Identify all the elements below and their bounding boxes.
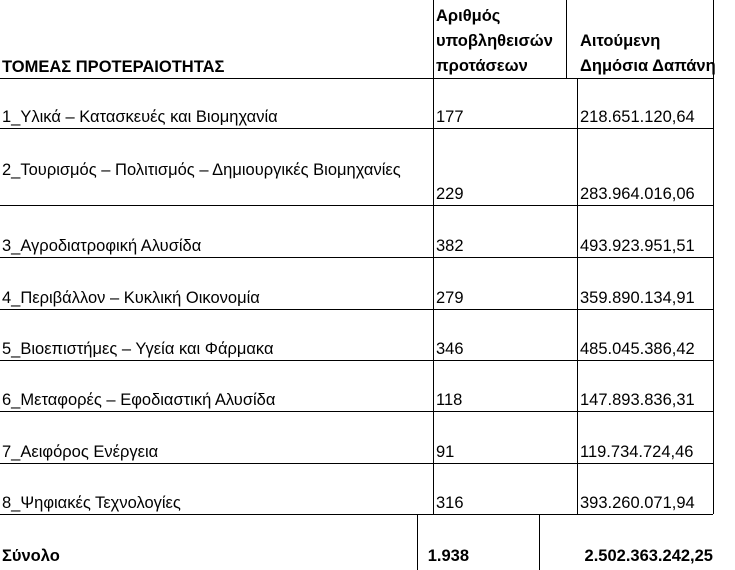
row-sector: 1_Υλικά – Κατασκευές και Βιομηχανία [2, 108, 278, 126]
row-cost: 485.045.386,42 [580, 340, 695, 358]
row-count: 316 [436, 494, 464, 512]
row-sector: 4_Περιβάλλον – Κυκλική Οικονομία [2, 289, 260, 307]
row-sector: 5_Βιοεπιστήμες – Υγεία και Φάρμακα [2, 340, 274, 358]
row-count: 382 [436, 237, 464, 255]
row-count: 91 [436, 443, 455, 461]
grid-line [539, 514, 540, 570]
grid-line [0, 309, 713, 310]
total-cost: 2.502.363.242,25 [584, 547, 713, 565]
header-count-line-1: Αριθμός [436, 7, 501, 25]
row-sector: 2_Τουρισμός – Πολιτισμός – Δημιουργικές Βιομηχανίες [2, 161, 401, 179]
grid-line [0, 463, 713, 464]
row-cost: 119.734.724,46 [580, 443, 694, 461]
row-cost: 359.890.134,91 [580, 289, 695, 307]
row-cost: 393.260.071,94 [580, 494, 695, 512]
row-cost: 218.651.120,64 [580, 108, 695, 126]
grid-line [0, 411, 713, 412]
row-cost: 147.893.836,31 [580, 391, 695, 409]
row-sector: 8_Ψηφιακές Τεχνολογίες [2, 494, 181, 512]
row-sector: 6_Μεταφορές – Εφοδιαστική Αλυσίδα [2, 391, 276, 409]
grid-line [0, 360, 713, 361]
row-sector: 7_Αειφόρος Ενέργεια [2, 443, 159, 461]
header-sector: ΤΟΜΕΑΣ ΠΡΟΤΕΡΑΙΟΤΗΤΑΣ [2, 58, 225, 76]
row-count: 229 [436, 185, 464, 203]
grid-line [0, 257, 713, 258]
total-label: Σύνολο [2, 547, 60, 565]
header-cost-line-2: Δημόσια Δαπάνη [580, 57, 716, 75]
grid-line [713, 0, 714, 514]
grid-line [566, 0, 567, 78]
grid-line [0, 514, 713, 515]
total-count: 1.938 [427, 547, 469, 565]
grid-line [0, 205, 713, 206]
header-count-line-2: υποβληθεισών [436, 32, 553, 50]
grid-line [577, 78, 578, 514]
grid-line [0, 128, 713, 129]
row-cost: 493.923.951,51 [580, 237, 695, 255]
header-cost-line-1: Αιτούμενη [580, 32, 661, 50]
row-count: 279 [436, 289, 464, 307]
grid-line [0, 78, 713, 79]
row-sector: 3_Αγροδιατροφική Αλυσίδα [2, 237, 202, 255]
grid-line [417, 514, 418, 570]
header-count-line-3: προτάσεων [436, 57, 528, 75]
row-count: 177 [436, 108, 464, 126]
row-cost: 283.964.016,06 [580, 185, 695, 203]
row-count: 118 [436, 391, 463, 409]
row-count: 346 [436, 340, 464, 358]
